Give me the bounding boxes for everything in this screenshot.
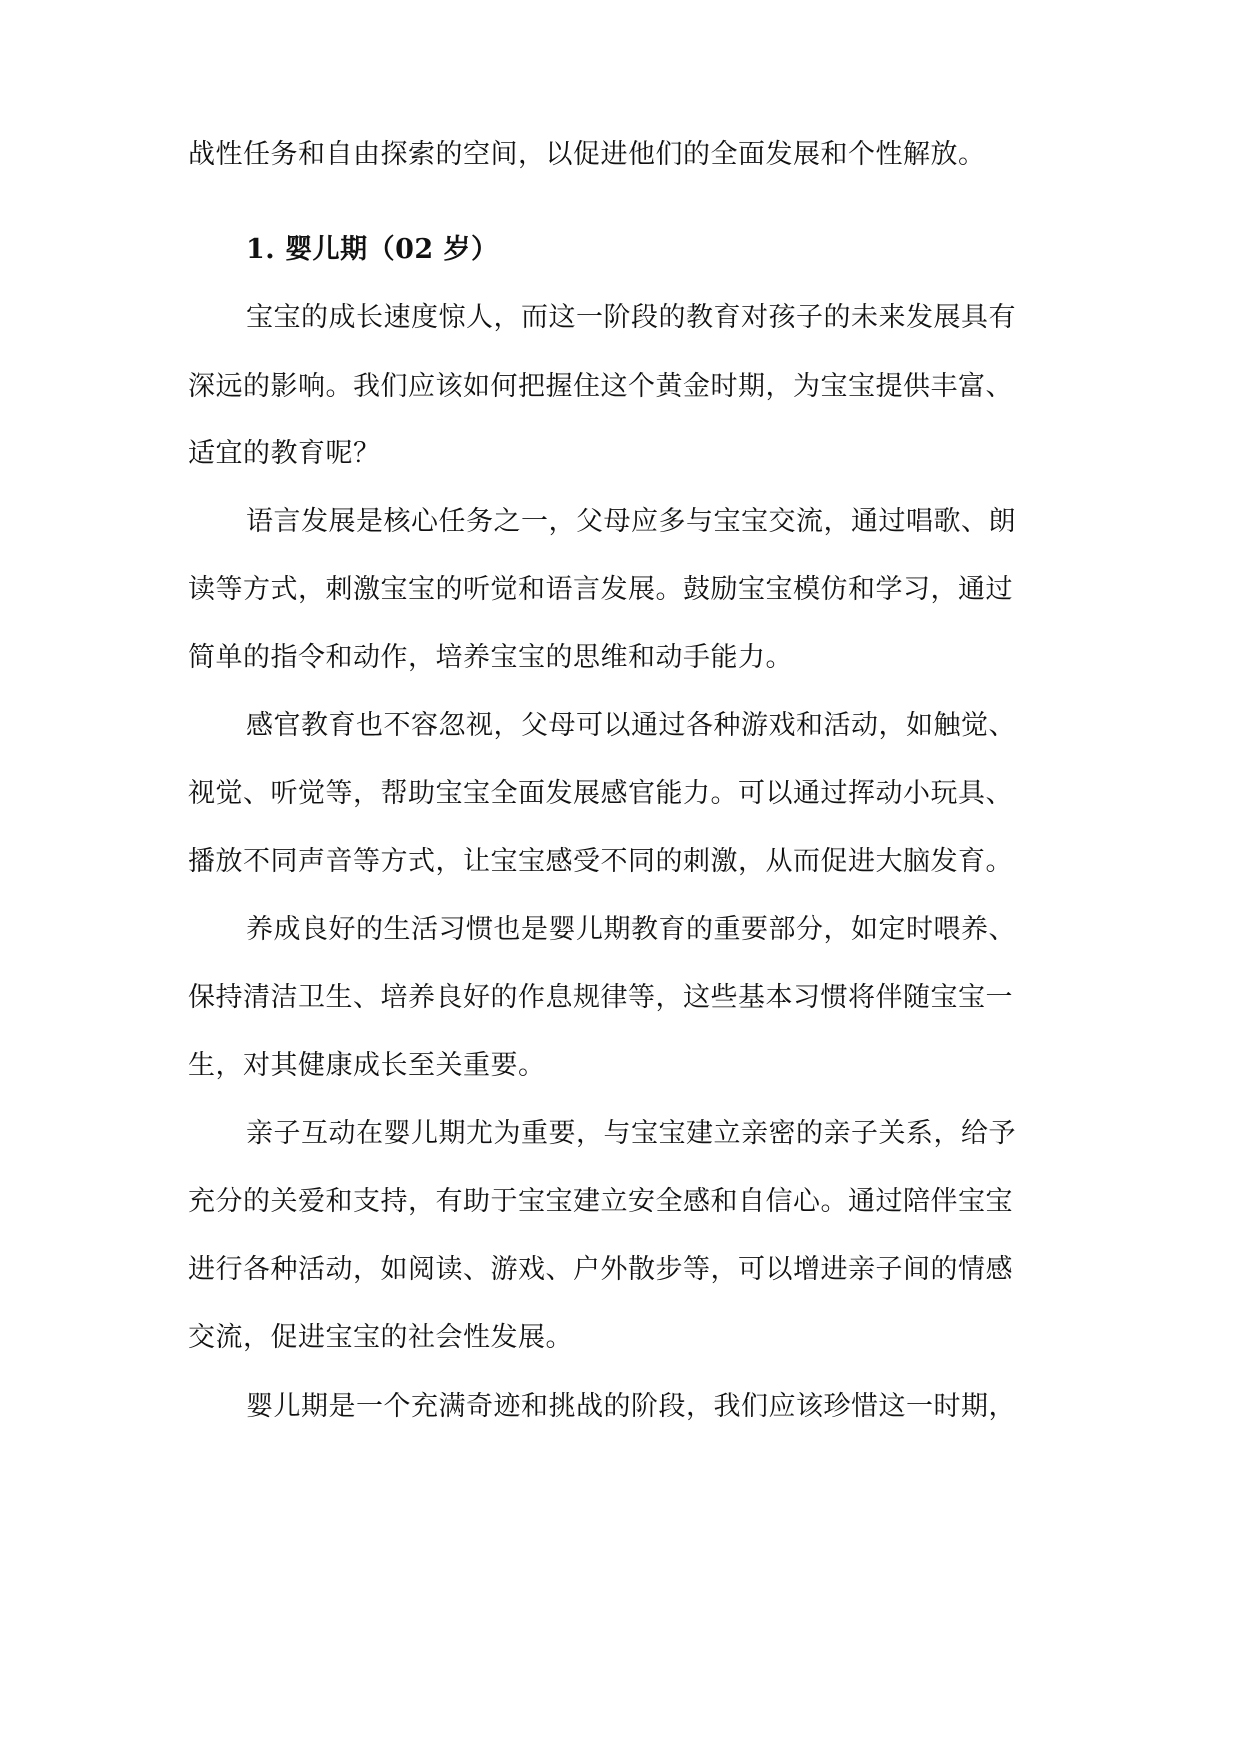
paragraph-line: 简单的指令和动作，培养宝宝的思维和动手能力。 [188,642,793,673]
paragraph-line: 语言发展是核心任务之一，父母应多与宝宝交流，通过唱歌、朗 [246,506,1016,537]
paragraph-line: 播放不同声音等方式，让宝宝感受不同的刺激，从而促进大脑发育。 [188,846,1013,877]
section-heading: 1. 婴儿期（02 岁） [246,234,499,265]
paragraph-line: 读等方式，刺激宝宝的听觉和语言发展。鼓励宝宝模仿和学习，通过 [188,574,1013,605]
paragraph-line: 养成良好的生活习惯也是婴儿期教育的重要部分，如定时喂养、 [246,914,1016,945]
paragraph-line: 保持清洁卫生、培养良好的作息规律等，这些基本习惯将伴随宝宝一 [188,982,1013,1013]
paragraph-line: 适宜的教育呢？ [188,438,381,469]
paragraph-line: 深远的影响。我们应该如何把握住这个黄金时期，为宝宝提供丰富、 [188,371,1013,402]
paragraph-line: 战性任务和自由探索的空间，以促进他们的全面发展和个性解放。 [188,139,986,170]
paragraph-line: 亲子互动在婴儿期尤为重要，与宝宝建立亲密的亲子关系，给予 [246,1118,1016,1149]
paragraph-line: 婴儿期是一个充满奇迹和挑战的阶段，我们应该珍惜这一时期， [246,1391,1016,1422]
paragraph-line: 宝宝的成长速度惊人，而这一阶段的教育对孩子的未来发展具有 [246,302,1016,333]
paragraph-line: 感官教育也不容忽视，父母可以通过各种游戏和活动，如触觉、 [246,710,1016,741]
paragraph-line: 视觉、听觉等，帮助宝宝全面发展感官能力。可以通过挥动小玩具、 [188,778,1013,809]
paragraph-line: 交流，促进宝宝的社会性发展。 [188,1322,573,1353]
paragraph-line: 进行各种活动，如阅读、游戏、户外散步等，可以增进亲子间的情感 [188,1254,1013,1285]
paragraph-line: 充分的关爱和支持，有助于宝宝建立安全感和自信心。通过陪伴宝宝 [188,1186,1013,1217]
paragraph-line: 生，对其健康成长至关重要。 [188,1050,546,1081]
